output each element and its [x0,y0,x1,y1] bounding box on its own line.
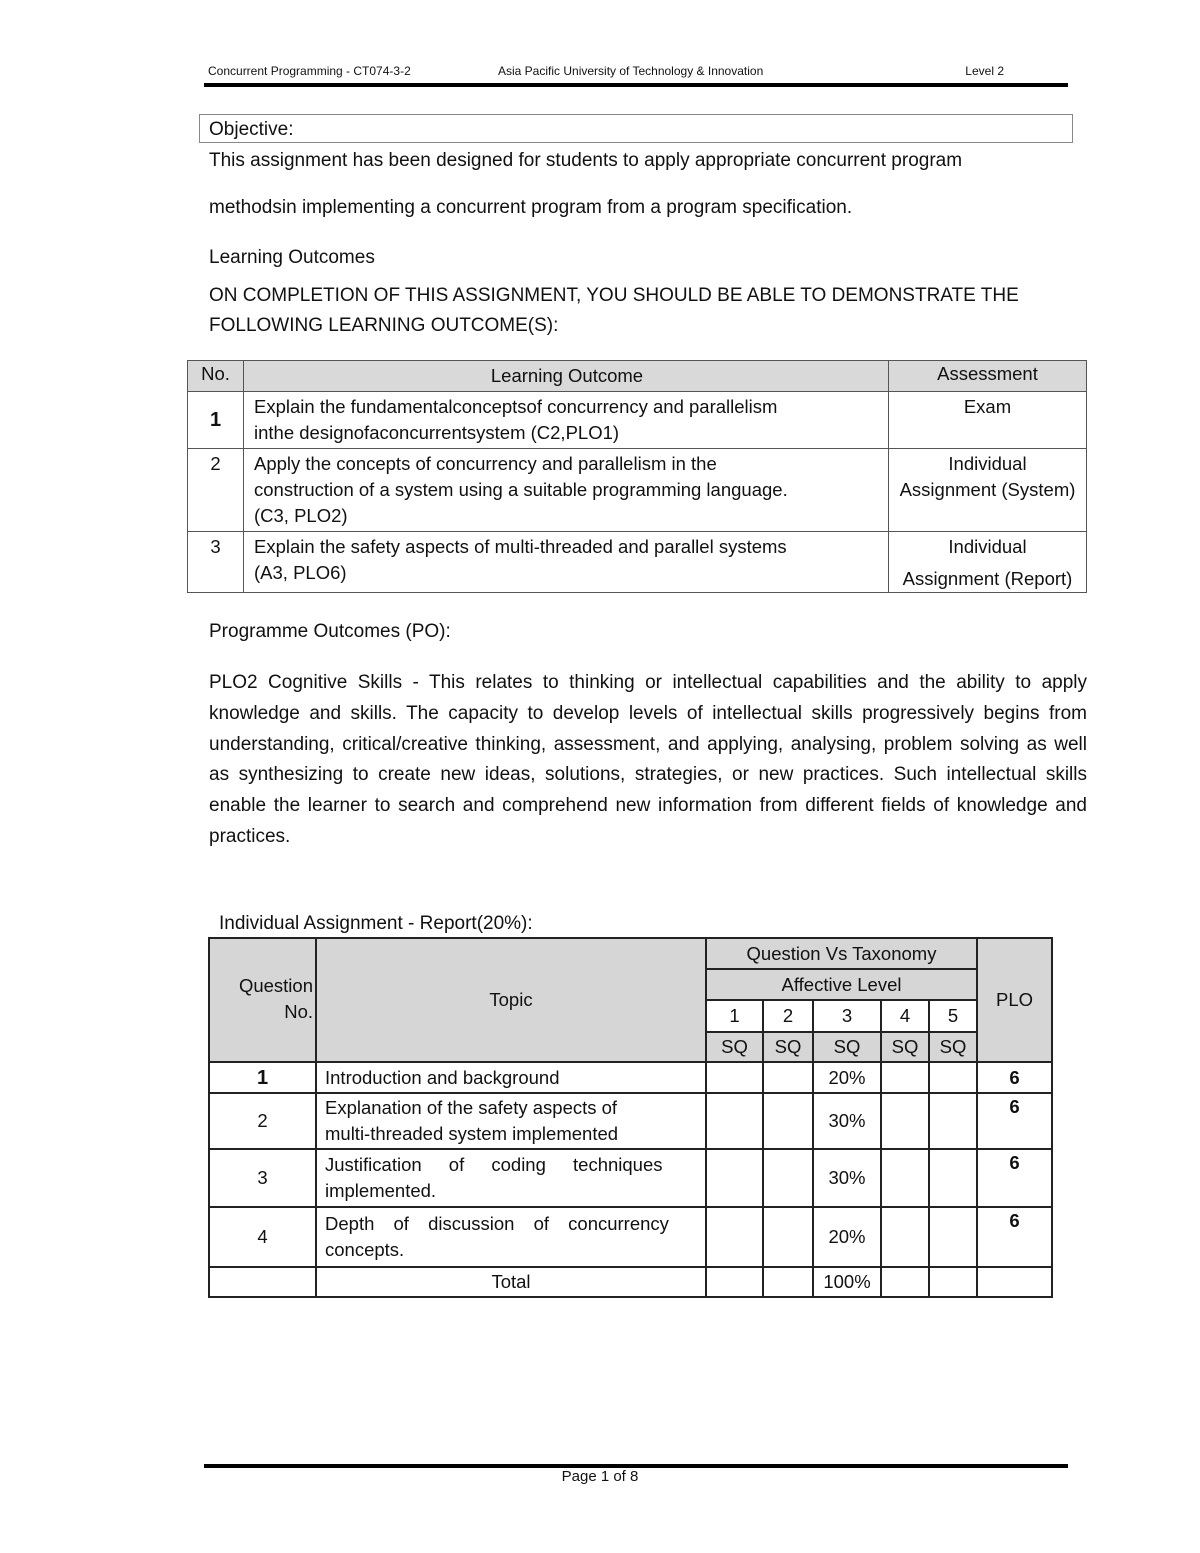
table-header-row [209,938,1052,969]
level-3-value: 20% [813,1062,881,1093]
level-cell [706,1267,763,1297]
topic-line: concepts. [325,1239,405,1260]
level-1-header: 1 [706,1000,763,1032]
level-cell [706,1062,763,1093]
question-number: 1 [209,1062,316,1093]
topic-cell [316,1093,706,1149]
table-header-row [188,361,1087,392]
table-total-row [209,1267,1052,1297]
sq-label: SQ [881,1032,929,1062]
affective-level-header: Affective Level [706,969,977,1000]
table-row [209,1062,1052,1093]
outcome-line: Explain the fundamentalconceptsof concurrency and parallelism [254,396,778,417]
plo-value: 6 [977,1093,1052,1149]
learning-outcomes-heading: Learning Outcomes [209,247,375,268]
row-outcome [244,392,889,449]
level-3-value: 20% [813,1207,881,1267]
header-course: Concurrent Programming - CT074-3-2 [208,64,411,78]
level-cell [881,1093,929,1149]
column-header-outcome: Learning Outcome [244,361,889,392]
learning-outcomes-intro-line2: FOLLOWING LEARNING OUTCOME(S): [209,315,559,336]
question-header-line: Question [238,975,313,996]
level-cell [763,1149,813,1207]
plo-header: PLO [977,938,1052,1062]
outcome-line: construction of a system using a suitable programming language. [254,479,788,500]
page-number: Page 1 of 8 [561,1468,639,1485]
level-5-header: 5 [929,1000,977,1032]
objective-text-line2: methodsin implementing a concurrent program from a program specification. [209,197,853,218]
level-cell [706,1149,763,1207]
level-2-header: 2 [763,1000,813,1032]
sq-label: SQ [706,1032,763,1062]
sq-label: SQ [813,1032,881,1062]
row-outcome [244,532,889,593]
row-number: 2 [188,449,244,532]
level-cell [763,1093,813,1149]
programme-outcomes-heading: Programme Outcomes (PO): [209,621,451,642]
report-table [208,937,1053,1298]
row-assessment [889,449,1087,532]
row-outcome [244,449,889,532]
assessment-line: Individual [948,536,1027,557]
header-rule [204,83,1068,87]
learning-outcomes-intro-line1: ON COMPLETION OF THIS ASSIGNMENT, YOU SHOULD BE ABLE TO DEMONSTRATE THE [209,285,1019,306]
topic-cell [316,1207,706,1267]
table-row [209,1207,1052,1267]
level-cell [881,1062,929,1093]
topic-cell [316,1149,706,1207]
level-cell [881,1149,929,1207]
outcome-line: (C3, PLO2) [254,505,348,526]
plo-value: 6 [977,1207,1052,1267]
level-cell [929,1062,977,1093]
level-cell [881,1207,929,1267]
column-header-no: No. [188,361,244,392]
report-table-caption: Individual Assignment - Report(20%): [219,913,533,934]
level-cell [706,1093,763,1149]
question-no-header [209,938,316,1062]
row-number: 3 [188,532,244,593]
level-cell [929,1207,977,1267]
question-number: 4 [209,1207,316,1267]
row-number [188,392,244,449]
objective-text-line1: This assignment has been designed for students to apply appropriate concurrent program [209,150,963,171]
question-header-line: No. [284,1001,313,1022]
total-label: Total [316,1267,706,1297]
outcome-line: Apply the concepts of concurrency and parallelism in the [254,453,717,474]
table-row [209,1149,1052,1207]
level-cell [929,1267,977,1297]
topic-cell: Introduction and background [316,1062,706,1093]
level-3-value: 30% [813,1149,881,1207]
plo-cell [977,1267,1052,1297]
assessment-line: Exam [963,396,1012,417]
plo2-paragraph: PLO2 Cognitive Skills - This relates to thinking or intellectual capabilities and the ability to apply knowledge and skills. The capacity to develop levels of intellectual skills progressively begins from understanding, critical/creative thinking, assessment, and applying, analysing, problem solving as well as synthesizing to create new ideas, solutions, strategies, or new practices. Such intellectual skills enable the learner to search and comprehend new information from different fields of knowledge and practices. [209,672,1087,847]
level-cell [929,1093,977,1149]
question-number: 2 [209,1093,316,1149]
level-cell [763,1062,813,1093]
row-assessment [889,392,1087,449]
level-3-value: 30% [813,1093,881,1149]
outcome-line: inthe designofaconcurrentsystem (C2,PLO1) [254,422,620,443]
sq-label: SQ [929,1032,977,1062]
plo-value: 6 [977,1062,1052,1093]
level-cell [763,1207,813,1267]
table-row [188,449,1087,532]
topic-line: implemented. [325,1180,437,1201]
learning-outcomes-table [187,360,1087,593]
plo-value: 6 [977,1149,1052,1207]
page-header [208,64,1068,84]
topic-header: Topic [316,938,706,1062]
level-4-header: 4 [881,1000,929,1032]
column-header-assessment: Assessment [889,361,1087,392]
taxonomy-header: Question Vs Taxonomy [706,938,977,969]
level-3-header: 3 [813,1000,881,1032]
table-row [188,532,1087,593]
header-institution: Asia Pacific University of Technology & Innovation [498,64,764,78]
topic-line: multi-threaded system implemented [325,1123,619,1144]
objective-box [199,114,1073,143]
header-level: Level 2 [965,64,1004,78]
assessment-line: Assignment (System) [899,479,1076,500]
topic-line: Explanation of the safety aspects of [325,1097,618,1118]
level-cell [881,1267,929,1297]
row-assessment [889,532,1087,593]
level-cell [706,1207,763,1267]
row-number-text: 1 [209,409,222,431]
total-empty-cell [209,1267,316,1297]
question-number: 3 [209,1149,316,1207]
topic-line: Depth of discussion of concurrency [325,1213,669,1234]
objective-label: Objective: [209,119,294,140]
sq-label: SQ [763,1032,813,1062]
level-cell [929,1149,977,1207]
outcome-line: (A3, PLO6) [254,562,347,583]
table-row [188,392,1087,449]
assessment-line: Assignment (Report) [902,568,1073,589]
assessment-line: Individual [948,453,1027,474]
level-cell [763,1267,813,1297]
total-value: 100% [813,1267,881,1297]
topic-line: Justification of coding techniques [325,1154,663,1175]
table-row [209,1093,1052,1149]
outcome-line: Explain the safety aspects of multi-threaded and parallel systems [254,536,787,557]
